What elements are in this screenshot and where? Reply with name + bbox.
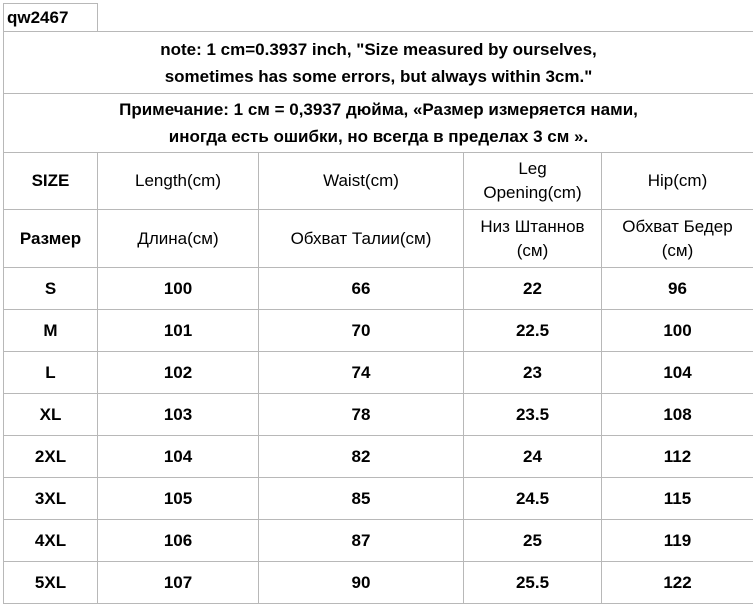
cell-size: 4XL <box>4 520 98 562</box>
english-note <box>4 32 753 94</box>
cell-leg: 25.5 <box>464 562 602 604</box>
header-ru-leg-line-2: (см) <box>516 240 549 260</box>
size-rows <box>4 268 753 604</box>
header-leg-opening <box>464 153 602 210</box>
cell-length: 104 <box>98 436 259 478</box>
cell-hip: 100 <box>602 310 753 352</box>
cell-leg: 22.5 <box>464 310 602 352</box>
english-note-line-2: sometimes has some errors, but always within 3cm." <box>164 66 593 86</box>
header-length: Length(cm) <box>98 153 259 210</box>
cell-hip: 122 <box>602 562 753 604</box>
russian-header-row <box>4 210 753 268</box>
cell-hip: 108 <box>602 394 753 436</box>
header-size: SIZE <box>4 153 98 210</box>
table-row <box>4 394 753 436</box>
cell-length: 107 <box>98 562 259 604</box>
cell-waist: 90 <box>259 562 464 604</box>
table-row <box>4 562 753 604</box>
english-note-line-1: note: 1 cm=0.3937 inch, "Size measured by ourselves, <box>160 39 597 59</box>
cell-length: 103 <box>98 394 259 436</box>
cell-size: L <box>4 352 98 394</box>
product-code-row <box>4 4 753 32</box>
cell-size: 5XL <box>4 562 98 604</box>
cell-length: 102 <box>98 352 259 394</box>
cell-hip: 112 <box>602 436 753 478</box>
cell-length: 101 <box>98 310 259 352</box>
cell-waist: 85 <box>259 478 464 520</box>
table-row <box>4 352 753 394</box>
cell-leg: 24.5 <box>464 478 602 520</box>
cell-leg: 22 <box>464 268 602 310</box>
russian-note-row <box>4 94 753 153</box>
blank-cell <box>98 4 753 32</box>
russian-note-line-1: Примечание: 1 см = 0,3937 дюйма, «Размер измеряется нами, <box>119 100 638 119</box>
header-ru-hip-line-2: (см) <box>661 240 694 260</box>
russian-note <box>4 94 753 153</box>
cell-length: 106 <box>98 520 259 562</box>
header-leg-opening-line-2: Opening(cm) <box>483 183 582 202</box>
cell-leg: 25 <box>464 520 602 562</box>
cell-waist: 78 <box>259 394 464 436</box>
table-row <box>4 310 753 352</box>
header-ru-hip-line-1: Обхват Бедер <box>622 216 733 236</box>
cell-size: XL <box>4 394 98 436</box>
cell-leg: 24 <box>464 436 602 478</box>
cell-length: 105 <box>98 478 259 520</box>
cell-size: 2XL <box>4 436 98 478</box>
header-ru-waist: Обхват Талии(см) <box>259 210 464 268</box>
size-chart-table <box>3 3 753 604</box>
table-row <box>4 268 753 310</box>
header-ru-size: Размер <box>4 210 98 268</box>
table-row <box>4 436 753 478</box>
cell-waist: 87 <box>259 520 464 562</box>
cell-size: 3XL <box>4 478 98 520</box>
cell-waist: 82 <box>259 436 464 478</box>
cell-size: M <box>4 310 98 352</box>
cell-hip: 115 <box>602 478 753 520</box>
header-ru-leg-line-1: Низ Штаннов <box>480 216 585 236</box>
cell-waist: 74 <box>259 352 464 394</box>
cell-waist: 70 <box>259 310 464 352</box>
header-hip: Hip(cm) <box>602 153 753 210</box>
table-row <box>4 478 753 520</box>
cell-size: S <box>4 268 98 310</box>
header-waist: Waist(cm) <box>259 153 464 210</box>
table-row <box>4 520 753 562</box>
cell-leg: 23 <box>464 352 602 394</box>
header-leg-opening-line-1: Leg <box>518 159 547 178</box>
cell-hip: 96 <box>602 268 753 310</box>
cell-length: 100 <box>98 268 259 310</box>
cell-hip: 104 <box>602 352 753 394</box>
english-header-row <box>4 153 753 210</box>
header-ru-leg-opening <box>464 210 602 268</box>
header-ru-hip <box>602 210 753 268</box>
english-note-row <box>4 32 753 94</box>
russian-note-line-2: иногда есть ошибки, но всегда в пределах 3 см ». <box>168 127 589 146</box>
cell-leg: 23.5 <box>464 394 602 436</box>
product-code: qw2467 <box>4 4 98 32</box>
header-ru-length: Длина(см) <box>98 210 259 268</box>
cell-waist: 66 <box>259 268 464 310</box>
cell-hip: 119 <box>602 520 753 562</box>
